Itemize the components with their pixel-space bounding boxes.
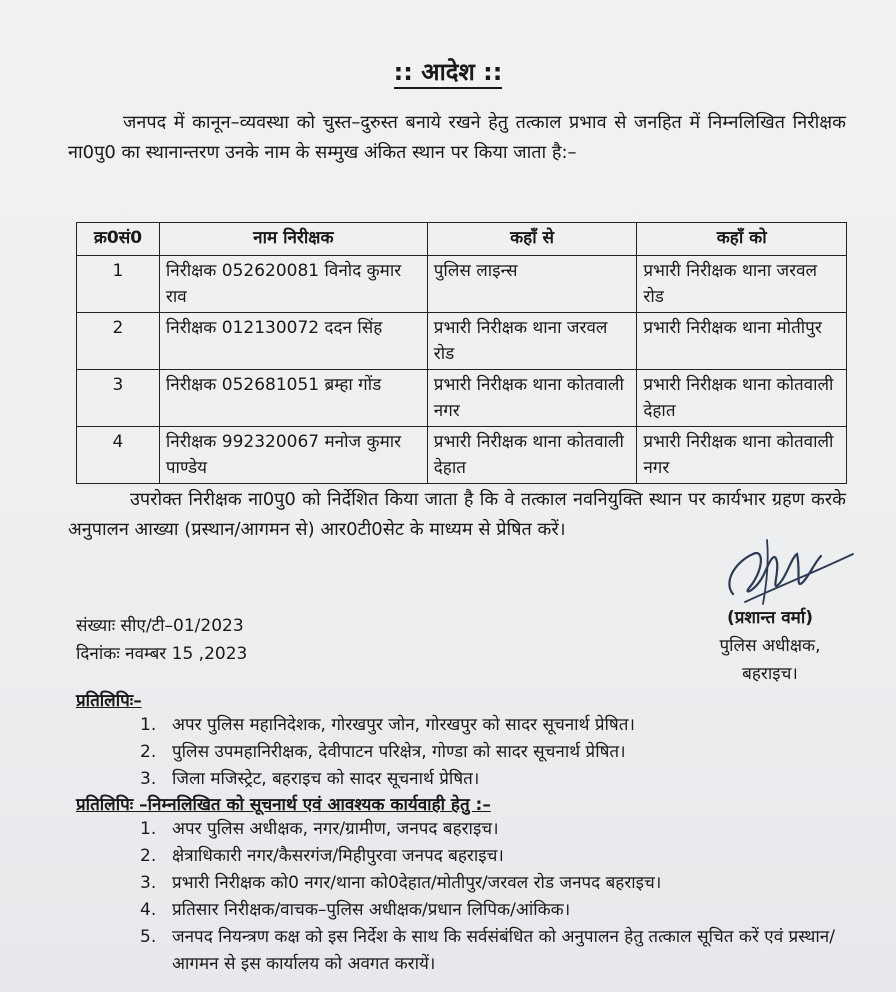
- reference-block: [76, 612, 247, 668]
- header-serial: क्र0सं0: [77, 223, 160, 256]
- row-serial: 2: [77, 313, 160, 370]
- list-item: 5. जनपद नियन्त्रण कक्ष को इस निर्देश के साथ कि सर्वसंबंधित को अनुपालन हेतु तत्काल सूचित करें एवं प्रस्थान/आगमन से इस कार्यालय को अवगत करायें।: [140, 927, 835, 974]
- row-from: प्रभारी निरीक्षक थाना जरवल रोड: [427, 313, 637, 370]
- table-row: [77, 427, 847, 484]
- list-item: 3. प्रभारी निरीक्षक को0 नगर/थाना को0देहात/मोतीपुर/जरवल रोड जनपद बहराइच।: [140, 873, 662, 893]
- row-to: प्रभारी निरीक्षक थाना मोतीपुर: [637, 313, 847, 370]
- reference-number: संख्याः सीए/टी–01/2023: [76, 616, 244, 636]
- row-inspector-name: निरीक्षक 992320067 मनोज कुमार पाण्डेय: [159, 427, 427, 484]
- row-inspector-name: निरीक्षक 052681051 ब्रम्हा गोंड: [159, 370, 427, 427]
- order-title-text: :: आदेश ::: [394, 58, 503, 89]
- header-inspector-name: नाम निरीक्षक: [159, 223, 427, 256]
- table-row: [77, 370, 847, 427]
- header-to: कहाँ को: [637, 223, 847, 256]
- table-header-row: [77, 223, 847, 256]
- signer-designation: पुलिस अधीक्षक,: [719, 636, 821, 656]
- row-from: प्रभारी निरीक्षक थाना कोतवाली देहात: [427, 427, 637, 484]
- direction-text: उपरोक्त निरीक्षक ना0पु0 को निर्देशित किया जाता है कि वे तत्काल नवनियुक्ति स्थान पर कार्यभार ग्रहण करके अनुपालन आख्या (प्रस्थान/आगमन से) आर0टी0सेट के माध्यम से प्रेषित करें।: [68, 489, 846, 540]
- copy-for-action-heading: प्रतिलिपिः –निम्नलिखित को सूचनार्थ एवं आवश्यक कार्यवाही हेतु :–: [76, 795, 491, 815]
- row-serial: 4: [77, 427, 160, 484]
- table-row: [77, 256, 847, 313]
- row-to: प्रभारी निरीक्षक थाना कोतवाली नगर: [637, 427, 847, 484]
- row-from: प्रभारी निरीक्षक थाना कोतवाली नगर: [427, 370, 637, 427]
- row-to: प्रभारी निरीक्षक थाना कोतवाली देहात: [637, 370, 847, 427]
- list-item: 4. प्रतिसार निरीक्षक/वाचक–पुलिस अधीक्षक/प्रधान लिपिक/आंकिक।: [140, 900, 571, 920]
- copy-to-heading: प्रतिलिपिः–: [76, 691, 142, 711]
- signer-location: बहराइच।: [742, 664, 798, 684]
- header-from: कहाँ से: [427, 223, 637, 256]
- row-to: प्रभारी निरीक्षक थाना जरवल रोड: [637, 256, 847, 313]
- list-item: 1. अपर पुलिस महानिदेशक, गोरखपुर जोन, गोरखपुर को सादर सूचनार्थ प्रेषित।: [140, 715, 635, 735]
- row-serial: 1: [77, 256, 160, 313]
- row-from: पुलिस लाइन्स: [427, 256, 637, 313]
- row-inspector-name: निरीक्षक 052620081 विनोद कुमार राव: [159, 256, 427, 313]
- table-row: [77, 313, 847, 370]
- signer-block: [690, 604, 850, 688]
- copy-to-list: [140, 712, 840, 793]
- list-item: 3. जिला मजिस्ट्रेट, बहराइच को सादर सूचनार्थ प्रेषित।: [140, 769, 480, 789]
- reference-date: दिनांकः नवम्बर 15 ,2023: [76, 644, 248, 664]
- row-serial: 3: [77, 370, 160, 427]
- copy-for-action-list: [140, 816, 850, 978]
- signer-name: (प्रशान्त वर्मा): [726, 608, 814, 628]
- order-title: [0, 58, 896, 89]
- intro-paragraph: [68, 108, 846, 168]
- row-inspector-name: निरीक्षक 012130072 ददन सिंह: [159, 313, 427, 370]
- intro-text: जनपद में कानून–व्यवस्था को चुस्त–दुरुस्त बनाये रखने हेतु तत्काल प्रभाव से जनहित में निम्नलिखित निरीक्षक ना0पु0 का स्थानान्तरण उनके नाम के सम्मुख अंकित स्थान पर किया जाता है:–: [68, 112, 846, 163]
- list-item: 2. पुलिस उपमहानिरीक्षक, देवीपाटन परिक्षेत्र, गोण्डा को सादर सूचनार्थ प्रेषित।: [140, 742, 626, 762]
- list-item: 1. अपर पुलिस अधीक्षक, नगर/ग्रामीण, जनपद बहराइच।: [140, 819, 499, 839]
- list-item: 2. क्षेत्राधिकारी नगर/कैसरगंज/मिहीपुरवा जनपद बहराइच।: [140, 846, 504, 866]
- transfer-table: [76, 222, 847, 484]
